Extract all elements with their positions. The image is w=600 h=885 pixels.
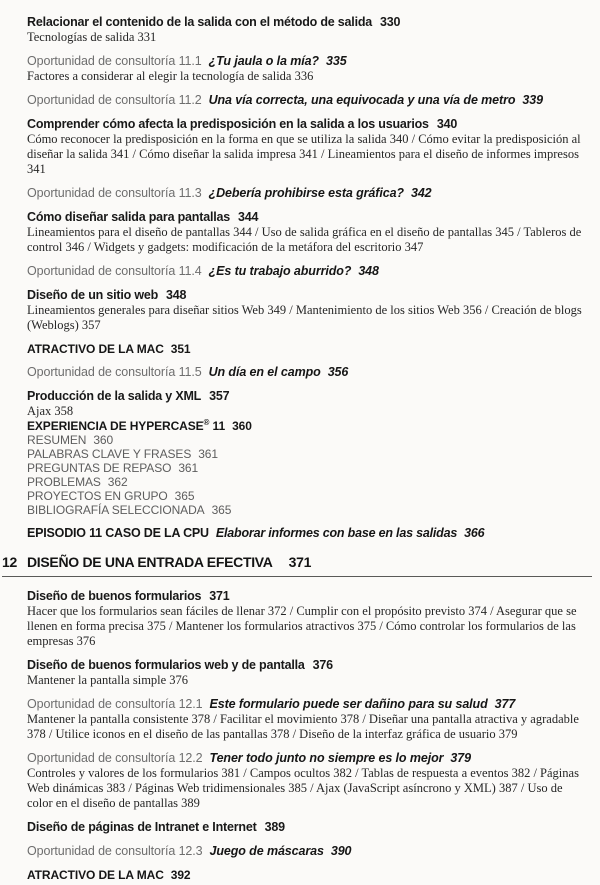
toc-entry-body: [27, 69, 587, 84]
chapter-title: DISEÑO DE UNA ENTRADA EFECTIVA: [26, 554, 273, 570]
toc-entry-consult: [27, 365, 590, 380]
toc-entry-section: [27, 389, 590, 404]
entry-text: Mantener la pantalla consistente 378 / Facilitar el movimiento 378 / Diseñar una pantalla atractiva y agradable 378 / Utilice iconos en el diseño de las pantallas 378 / Diseño de la interfaz gráfica de usuario 379: [27, 712, 579, 741]
toc-entry-body: [27, 30, 587, 45]
toc-entry-feature: [27, 419, 590, 433]
toc-entry-consult: [27, 54, 590, 69]
entry-text: Mantener la pantalla simple 376: [27, 673, 189, 687]
toc-entry-backmatter: [27, 475, 590, 489]
entry-text: Ajax 358: [27, 404, 74, 418]
toc-entry-feature: [27, 868, 590, 882]
toc-entry-body: [27, 132, 587, 177]
page-number: 357: [209, 389, 230, 403]
entry-text: Relacionar el contenido de la salida con el método de salida: [27, 15, 373, 29]
toc-entry-feature: [27, 342, 590, 356]
toc-entry-section: [27, 288, 590, 303]
entry-text: Lineamientos para el diseño de pantallas 344 / Uso de salida gráfica en el diseño de pantallas 345 / Tableros de control 346 / Widgets y gadgets: modificación de la metáfora del escritorio 347: [27, 225, 582, 254]
entry-text: PROYECTOS EN GRUPO: [27, 489, 168, 503]
toc-entry-backmatter: [27, 503, 590, 517]
entry-label: EPISODIO 11 CASO DE LA CPU: [27, 526, 209, 540]
entry-text: Comprender cómo afecta la predisposición en la salida a los usuarios: [27, 117, 429, 131]
entry-text: Diseño de buenos formularios: [27, 589, 202, 603]
entry-text: BIBLIOGRAFÍA SELECCIONADA: [27, 503, 205, 517]
toc-entry-consult: [27, 186, 590, 201]
entry-text: Producción de la salida y XML: [27, 389, 202, 403]
entry-text: Cómo reconocer la predisposición en la forma en que se utiliza la salida 340 / Cómo evitar la predisposición al diseñar la salida 341 / Cómo diseñar la salida impresa 341 / Lineamientos para el diseño de informes impresos 341: [27, 132, 581, 176]
page-number: 342: [410, 186, 432, 200]
toc-entry-body: [27, 673, 587, 688]
toc-entry-consult: [27, 844, 590, 859]
page-number: 376: [312, 658, 333, 672]
entry-text: EXPERIENCIA DE HYPERCASE® 11: [27, 418, 226, 433]
page-number: 390: [330, 844, 352, 858]
toc-entry-consult: [27, 697, 590, 712]
toc-entry-backmatter: [27, 489, 590, 503]
entry-text: PALABRAS CLAVE Y FRASES: [27, 447, 192, 461]
entry-text: PROBLEMAS: [27, 475, 101, 489]
toc-entry-section: [27, 15, 590, 30]
entry-label: Oportunidad de consultoría 11.3: [27, 186, 202, 200]
entry-text: ATRACTIVO DE LA MAC: [27, 868, 164, 882]
toc-entry-section: [27, 589, 590, 604]
page-number: 365: [211, 503, 232, 517]
entry-text: Controles y valores de los formularios 381 / Campos ocultos 382 / Tablas de respuesta a eventos 382 / Páginas Web dinámicas 383 / Páginas Web tridimensionales 385 / Ajax (JavaScript asíncrono y XML) 387 / Uso de color en el diseño de pantallas 389: [27, 766, 579, 810]
toc-entry-backmatter: [27, 433, 590, 447]
page-number: 365: [174, 489, 195, 503]
page-number: 392: [170, 868, 191, 882]
entry-text: Tecnologías de salida 331: [27, 30, 157, 44]
entry-text: Diseño de buenos formularios web y de pantalla: [27, 658, 305, 672]
toc-entry-body: [27, 303, 587, 333]
entry-label: Oportunidad de consultoría 11.5: [27, 365, 202, 379]
entry-text: Cómo diseñar salida para pantallas: [27, 210, 230, 224]
entry-label: Oportunidad de consultoría 12.1: [27, 697, 203, 711]
toc-entry-body: [27, 604, 587, 649]
toc-entry-body: [27, 225, 587, 255]
entry-text: Diseño de páginas de Intranet e Internet: [27, 820, 257, 834]
toc-entry-backmatter: [27, 461, 590, 475]
page-number: 340: [436, 117, 458, 131]
entry-title: Una vía correcta, una equivocada y una vía de metro: [208, 93, 516, 107]
entry-label: Oportunidad de consultoría 12.2: [27, 751, 203, 765]
toc-entry-section: [27, 210, 590, 225]
entry-title: ¿Tu jaula o la mía?: [208, 54, 319, 68]
toc-entry-episode: [27, 526, 590, 541]
entry-title: ¿Debería prohibirse esta gráfica?: [208, 186, 404, 200]
page-number: 377: [494, 697, 516, 711]
toc-entry-body: [27, 404, 587, 419]
page-number: 348: [358, 264, 379, 278]
entry-label: Oportunidad de consultoría 11.4: [27, 264, 202, 278]
toc-entry-section: [27, 820, 590, 835]
toc-entry-consult: [27, 264, 590, 279]
page-number: 344: [238, 210, 259, 224]
page-number: 361: [178, 461, 199, 475]
page-number: 351: [170, 342, 191, 356]
page-number: 366: [464, 526, 485, 540]
toc-entry-section: [27, 117, 590, 132]
entry-label: Oportunidad de consultoría 11.2: [27, 93, 202, 107]
entry-title: ¿Es tu trabajo aburrido?: [208, 264, 352, 278]
entry-text: Lineamientos generales para diseñar sitios Web 349 / Mantenimiento de los sitios Web 356 / Creación de blogs (Weblogs) 357: [27, 303, 582, 332]
page-number: 335: [325, 54, 347, 68]
entry-text: Factores a considerar al elegir la tecnología de salida 336: [27, 69, 314, 83]
page-number: 379: [450, 751, 471, 765]
toc-entry-consult: [27, 751, 590, 766]
entry-label: Oportunidad de consultoría 12.3: [27, 844, 203, 858]
page-number: 362: [107, 475, 128, 489]
entry-text: Diseño de un sitio web: [27, 288, 159, 302]
entry-label: Oportunidad de consultoría 11.1: [27, 54, 202, 68]
entry-title: Tener todo junto no siempre es lo mejor: [209, 751, 444, 765]
chapter-number: 12: [2, 554, 17, 570]
toc-entry-backmatter: [27, 447, 590, 461]
page-number: 348: [166, 288, 187, 302]
entry-text: PREGUNTAS DE REPASO: [27, 461, 172, 475]
page-number: 389: [264, 820, 285, 834]
entry-title: Elaborar informes con base en las salidas: [215, 526, 458, 540]
toc-entry-body: [27, 766, 587, 811]
page-number: 330: [380, 15, 401, 29]
entry-title: Un día en el campo: [208, 365, 321, 379]
page-number: 360: [232, 419, 252, 433]
entry-text: Hacer que los formularios sean fáciles de llenar 372 / Cumplir con el propósito previsto 374 / Asegurar que se llenen en forma precisa 375 / Mantener los formularios atractivos 375 / Cómo controlar los formularios de las empresas 376: [27, 604, 577, 648]
toc-entry-section: [27, 658, 590, 673]
toc-entry-body: [27, 712, 587, 742]
toc-entry-chapter: [2, 554, 592, 577]
page-number: 360: [93, 433, 114, 447]
page-number: 339: [522, 93, 543, 107]
page-number: 356: [327, 365, 349, 379]
page-number: 371: [209, 589, 230, 603]
toc-list: [2, 15, 590, 882]
page-number: 361: [198, 447, 218, 461]
toc-entry-consult: [27, 93, 590, 108]
registered-trademark-symbol: ®: [203, 418, 210, 427]
page-number: 371: [288, 554, 312, 570]
entry-text: RESUMEN: [27, 433, 87, 447]
entry-title: Este formulario puede ser dañino para su salud: [209, 697, 488, 711]
entry-title: Juego de máscaras: [209, 844, 324, 858]
entry-text: ATRACTIVO DE LA MAC: [27, 342, 164, 356]
